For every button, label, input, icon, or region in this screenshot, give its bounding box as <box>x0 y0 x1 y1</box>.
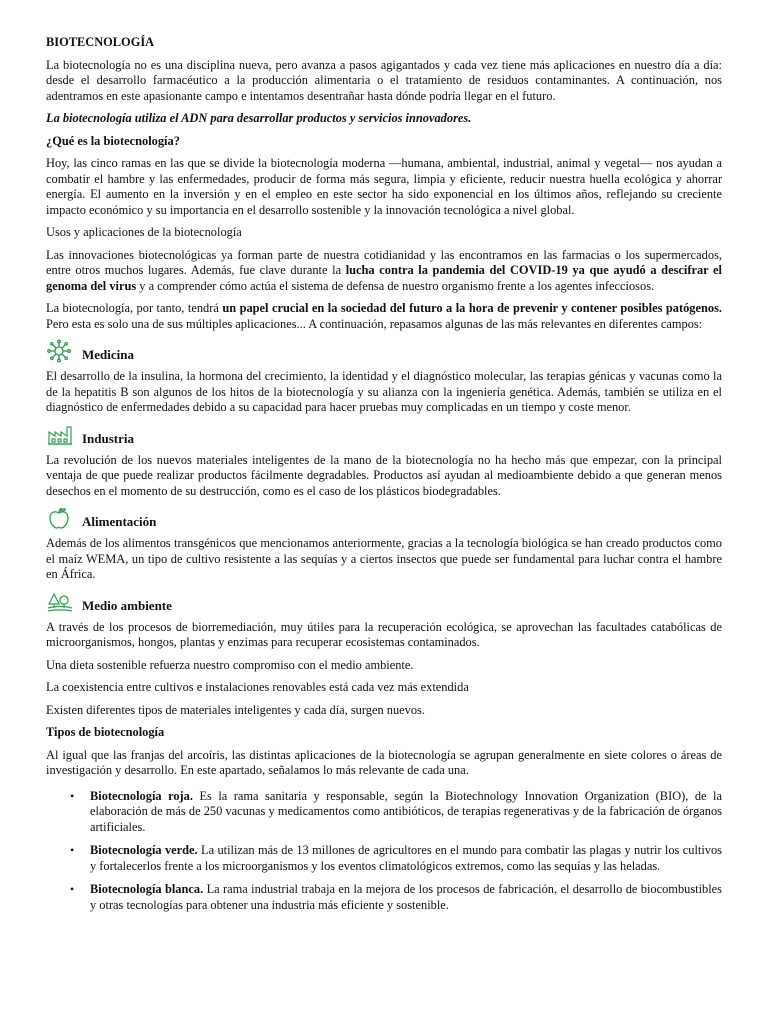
uses-paragraph-2: La biotecnología, por tanto, tendrá un papel crucial en la sociedad del futuro a la hora de prevenir y contener posibles patógenos. Pero esta es solo una de sus múltiples aplicaciones... A continuación, repasamos algunas de las más relevantes en diferentes campos: <box>46 301 722 331</box>
types-intro: Al igual que las franjas del arcoíris, las distintas aplicaciones de la biotecnología se agrupan generalmente en siete colores o áreas de investigación y desarrollo. En este apartado, señalamos lo más relevante de cada una. <box>46 747 722 777</box>
list-item: • Biotecnología roja. Es la rama sanitaria y responsable, según la Biotechnology Innovation Organization (BIO), de la elaboración de más de 250 vacunas y medicamentos como antibióticos, de terapias regenerativas y de la fabricación de órganos artificiales. <box>90 789 722 836</box>
section-title: Medicina <box>82 347 134 362</box>
extra-line-1: Una dieta sostenible refuerza nuestro compromiso con el medio ambiente. <box>46 657 414 672</box>
document-title: BIOTECNOLOGÍA <box>46 35 155 49</box>
section-medio-ambiente-text: A través de los procesos de biorremediación, muy útiles para la recuperación ecológica, se aprovechan las facultades catabólicas de microorganismos, hongos, plantas y enzimas para recuperar ecosistemas contaminados. <box>46 619 722 649</box>
types-list <box>46 789 722 914</box>
list-item: • Biotecnología verde. La utilizan más de 13 millones de agricultores en el mundo para combatir las plagas y nutrir los cultivos y fortalecerlos frente a los microorganismos y los eventos climatológicos extremos, como las sequías y las heladas. <box>90 843 722 874</box>
uses-heading: Usos y aplicaciones de la biotecnología <box>46 225 242 239</box>
trees-icon <box>46 590 74 614</box>
lead-sentence: La biotecnología utiliza el ADN para desarrollar productos y servicios innovadores. <box>46 111 472 125</box>
section-alimentacion-text: Además de los alimentos transgénicos que mencionamos anteriormente, gracias a la tecnología biológica se han creado productos como el maíz WEMA, un tipo de cultivo resistente a las sequías y a ciertos insectos que puede ser fundamental para luchar contra el hambre en África. <box>46 536 722 581</box>
section-title: Industria <box>82 430 135 446</box>
section-industria-header <box>46 423 722 447</box>
uses-paragraph-1: Las innovaciones biotecnológicas ya forman parte de nuestra cotidianidad y las encontramos en las farmacias o los supermercados, entre otros muchos lugares. Además, fue clave durante la lucha contra la pandemia del COVID-19 ya que ayudó a descifrar el genoma del virus y a comprender cómo actúa el sistema de defensa de nuestro organismo frente a los agentes infecciosos. <box>46 247 722 293</box>
apple-icon <box>46 506 74 530</box>
list-item: • Biotecnología blanca. La rama industrial trabaja en la mejora de los procesos de fabricación, el desarrollo de biocombustibles y otras tecnologías para obtener una industria más eficiente y sostenible. <box>90 882 722 913</box>
section-medio-ambiente-header <box>46 590 722 614</box>
extra-line-2: La coexistencia entre cultivos e instalaciones renovables está cada vez más extendida <box>46 680 469 694</box>
section-medicina-text: El desarrollo de la insulina, la hormona del crecimiento, la identidad y el diagnóstico molecular, las terapias génicas y vacunas como la de la hepatitis B son algunos de los hitos de la biotecnología y su alianza con la ingeniería genética. Además, también se utiliza en el diagnóstico de enfermedades debido a su capacidad para hacer pruebas muy complicadas en un tiempo y coste menor. <box>46 369 722 414</box>
virus-icon <box>46 339 74 363</box>
section-title: Medio ambiente <box>82 597 172 613</box>
question-heading: ¿Qué es la biotecnología? <box>46 133 180 148</box>
section-title: Alimentación <box>82 514 157 529</box>
types-heading: Tipos de biotecnología <box>46 725 165 739</box>
section-medicina-header <box>46 339 722 363</box>
question-paragraph: Hoy, las cinco ramas en las que se divide la biotecnología moderna —humana, ambiental, industrial, animal y vegetal— nos ayudan a combatir el hambre y las enfermedades, producir de forma más segura, limpia y eficiente, reducir nuestra huella ecológica y ahorrar energía. El aumento en la inversión y en el empleo en este sector ha sido exponencial en los últimos años, reflejando su creciente impacto económico y su importancia en el desarrollo sostenible y la innovación tecnológica a nivel global. <box>46 156 722 217</box>
intro-paragraph: La biotecnología no es una disciplina nueva, pero avanza a pasos agigantados y cada vez tiene más aplicaciones en nuestro día a día: desde el desarrollo farmacéutico a la producción alimentaria o el tratamiento de residuos contaminantes. A continuación, nos adentramos en este apasionante campo e intentamos desentrañar hasta dónde podría llegar en el futuro. <box>46 57 722 103</box>
section-industria-text: La revolución de los nuevos materiales inteligentes de la mano de la biotecnología no ha hecho más que empezar, con la principal ventaja de que puede realizar productos fácilmente degradables. Productos así ayudan al medioambiente debido a que generan menos desechos en el momento de su destrucción, como es el caso de los plásticos biodegradables. <box>46 452 722 498</box>
extra-line-3: Existen diferentes tipos de materiales inteligentes y cada día, surgen nuevos. <box>46 702 425 717</box>
factory-icon <box>46 423 74 447</box>
section-alimentacion-header <box>46 506 722 530</box>
